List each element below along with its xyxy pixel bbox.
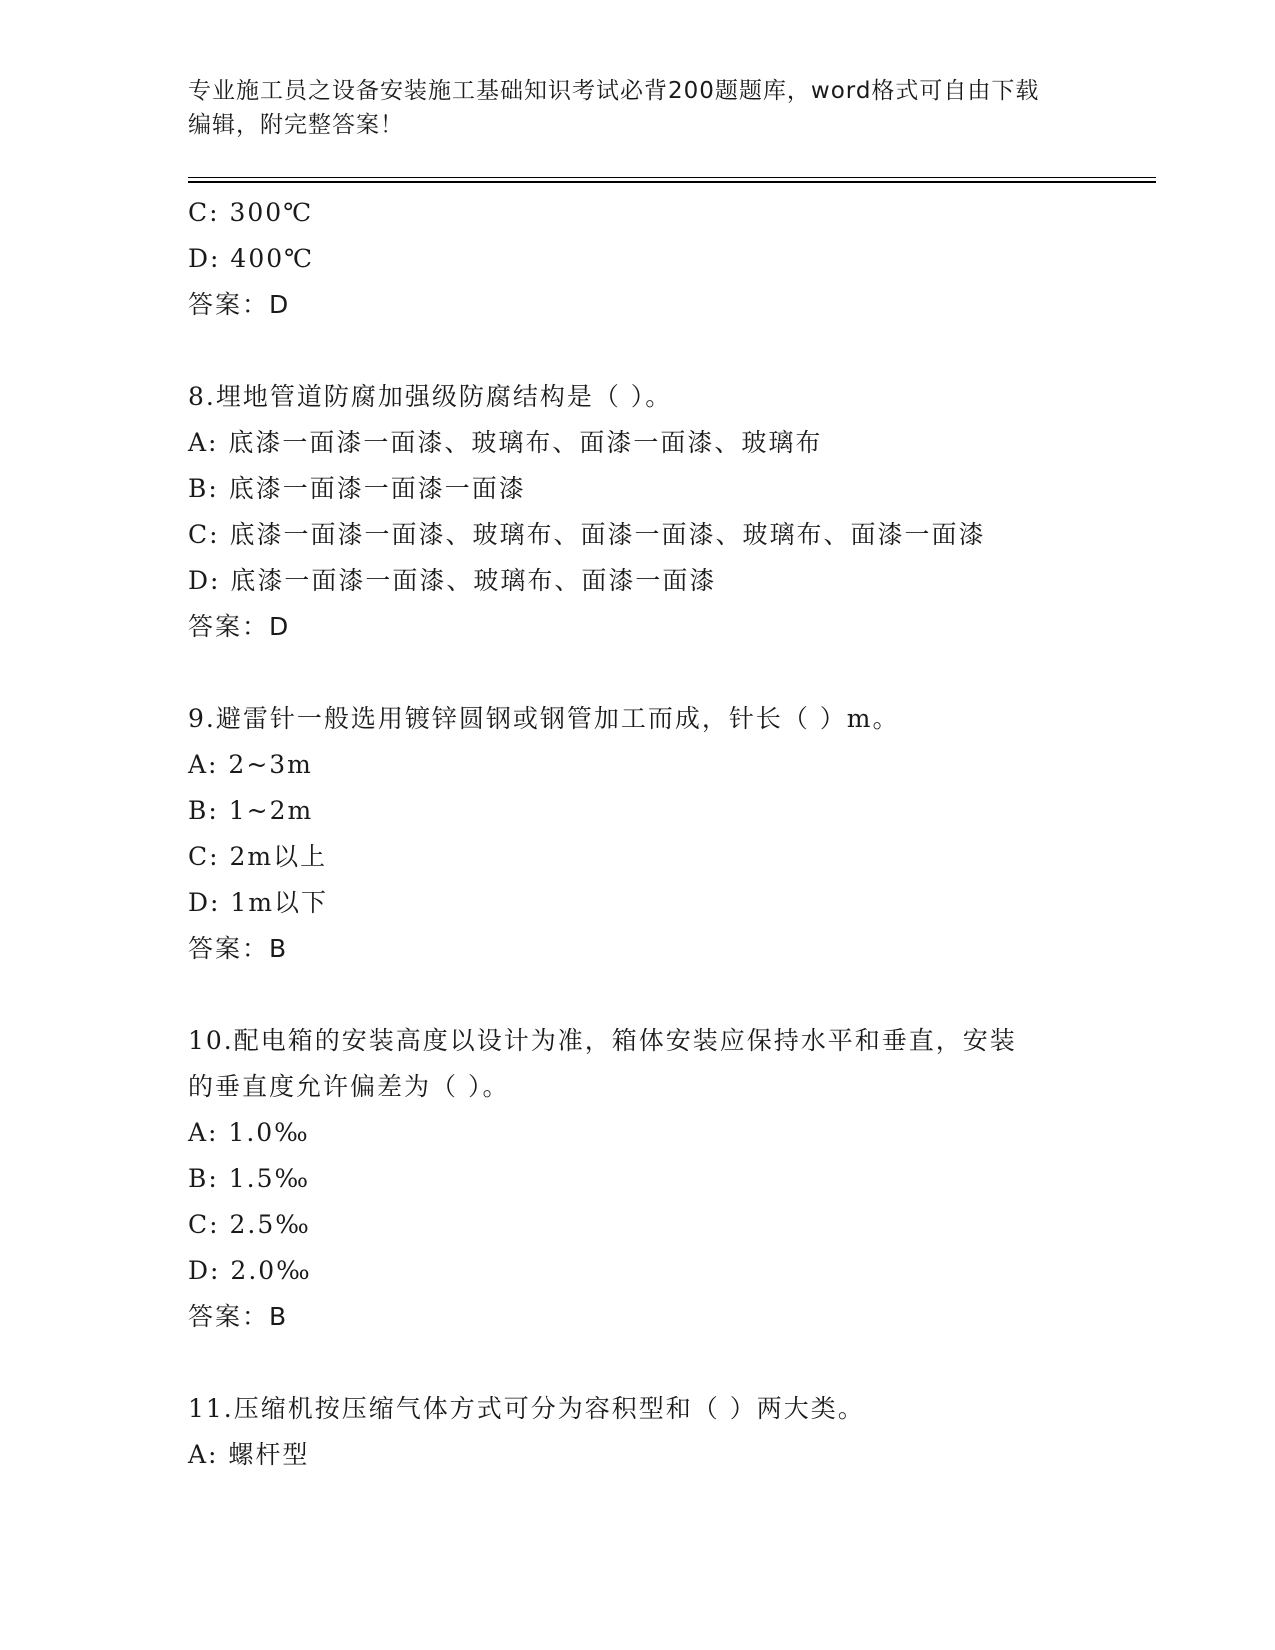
spacer — [188, 328, 1128, 374]
header-line-1: 专业施工员之设备安装施工基础知识考试必背200题题库，word格式可自由下载 — [188, 78, 1040, 104]
option-line: B: 1~2m — [188, 796, 314, 825]
option-line: D: 底漆一面漆一面漆、玻璃布、面漆一面漆 — [188, 566, 717, 595]
header-divider-thin — [188, 177, 1156, 178]
option-line: C: 2m以上 — [188, 842, 328, 871]
question-line: 11.压缩机按压缩气体方式可分为容积型和（ ）两大类。 — [188, 1394, 865, 1423]
answer-line: 答案：D — [188, 290, 291, 319]
option-line: C: 2.5‰ — [188, 1210, 311, 1239]
option-line: D: 2.0‰ — [188, 1256, 312, 1285]
header-divider-thick — [188, 181, 1156, 183]
option-line: D: 400℃ — [188, 244, 315, 273]
option-line: B: 1.5‰ — [188, 1164, 311, 1193]
question-line: 的垂直度允许偏差为（ ）。 — [188, 1072, 510, 1101]
question-list — [188, 190, 1128, 1478]
header-line-2: 编辑，附完整答案！ — [188, 112, 404, 138]
spacer — [188, 650, 1128, 696]
document-header — [188, 74, 1088, 142]
question-line: 10.配电箱的安装高度以设计为准，箱体安装应保持水平和垂直，安装 — [188, 1026, 1017, 1055]
answer-line: 答案：B — [188, 1302, 289, 1331]
question-line: 9.避雷针一般选用镀锌圆钢或钢管加工而成，针长（ ）m。 — [188, 704, 900, 733]
option-line: A: 2~3m — [188, 750, 313, 779]
option-line: D: 1m以下 — [188, 888, 329, 917]
answer-line: 答案：D — [188, 612, 291, 641]
question-line: 8.埋地管道防腐加强级防腐结构是（ ）。 — [188, 382, 673, 411]
option-line: A: 螺杆型 — [188, 1440, 310, 1469]
option-line: C: 300℃ — [188, 198, 314, 227]
answer-line: 答案：B — [188, 934, 289, 963]
spacer — [188, 1340, 1128, 1386]
option-line: A: 底漆一面漆一面漆、玻璃布、面漆一面漆、玻璃布 — [188, 428, 823, 457]
option-line: C: 底漆一面漆一面漆、玻璃布、面漆一面漆、玻璃布、面漆一面漆 — [188, 520, 986, 549]
option-line: B: 底漆一面漆一面漆一面漆 — [188, 474, 526, 503]
option-line: A: 1.0‰ — [188, 1118, 310, 1147]
spacer — [188, 972, 1128, 1018]
